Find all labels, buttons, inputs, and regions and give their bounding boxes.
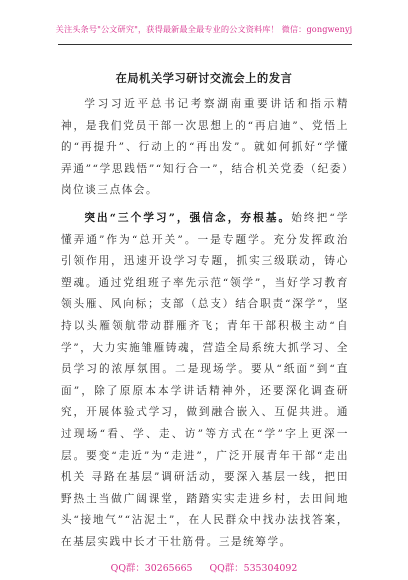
document-body [61, 94, 349, 559]
header-divider [58, 44, 352, 45]
page-title: 在局机关学习研讨交流会上的发言 [115, 71, 293, 85]
section-1-lead: 突出“三个学习”，强信念，夯根基。 [84, 211, 292, 224]
footer-qq-group-2: QQ群：535304092 [209, 563, 298, 574]
section-1-body: 始终把“学懂弄通”作为“总开关”。一是专题学。充分发挥政治引领作用，迅速开设学习专题，抓实三级联动，铸心塑魂。通过党组班子率先示范“领学”，当好学习教育领头雁、风向标；支部（总支）结合职责“深学”，坚持以头雁领航带动群雁齐飞；青年干部积极主动“自学”，大力实施雏雁铸魂，营造全局系统大抓学习、全员学习的浓厚氛围。二是现场学。要从“纸面”到“直面”，除了原原本本学讲话精神外，还要深化调查研究，开展体验式学习，做到融合嵌入、互促共进。通过现场“看、学、走、访”等方式在“学”字上更深一层。要变“走近”为“走进”，广泛开展青年干部“走出机关 寻路在基层”调研活动，要深入基层一线，把田野热土当做广阔课堂，踏踏实实走进乡村，去田间地头“接地气”“沾泥土”，在人民群众中找办法找答案，在基层实践中长才干壮筋骨。三是统筹学。 [61, 211, 349, 548]
footer [0, 560, 408, 574]
intro-paragraph: 学习习近平总书记考察湖南重要讲话和指示精神，是我们党员干部一次思想上的“再启迪”、党悟上的“再提升”、行动上的“再出发”。就如何抓好“学懂弄通”“学思践悟”“知行合一”，结合机关党委（纪委）岗位谈三点体会。 [61, 98, 349, 197]
footer-qq-group-1: QQ群：30265665 [110, 563, 193, 574]
header-banner: 关注头条号"公文研究"，获得最新最全最专业的公文资料库！ 微信：gongwenyj [55, 24, 353, 34]
section-1-paragraph [61, 208, 349, 554]
